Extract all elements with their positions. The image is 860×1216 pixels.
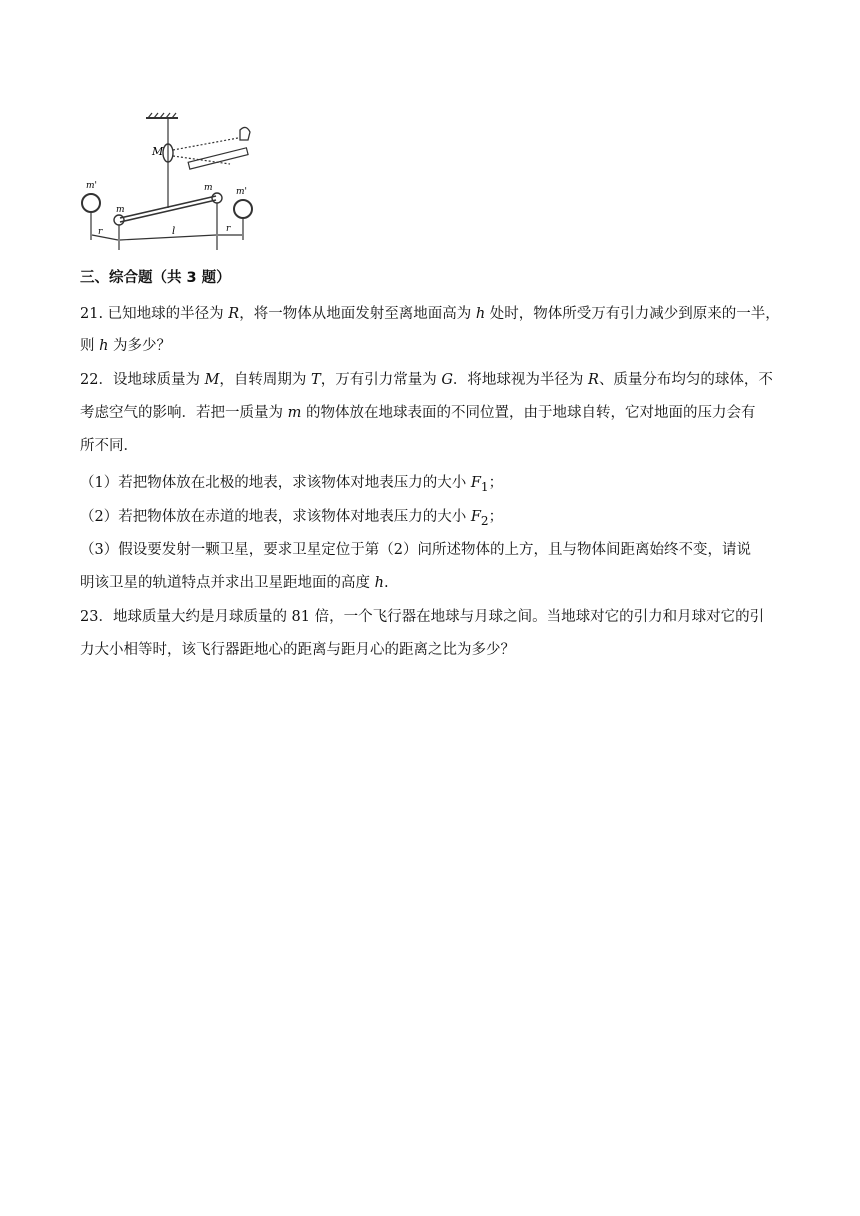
q21-line-2: 则 h 为多少？	[80, 338, 172, 354]
q22-part-3-line-2: 明该卫星的轨道特点并求出卫星距地面的高度 h.	[80, 575, 389, 591]
q22-line-1: 22．设地球质量为 M，自转周期为 T，万有引力常量为 G．将地球视为半径为 R、质量分布均匀的球体，不	[80, 372, 773, 388]
q22-part-2: （2）若把物体放在赤道的地表，求该物体对地表压力的大小 $F_2$；	[80, 509, 504, 528]
q23-line-2: 力大小相等时，该飞行器距地心的距离与距月心的距离之比为多少？	[80, 642, 515, 658]
q22-part-1: （1）若把物体放在北极的地表，求该物体对地表压力的大小 $F_1$；	[80, 475, 504, 494]
q22-line-2: 考虑空气的影响．若把一质量为 m 的物体放在地球表面的不同位置，由于地球自转，它对地面的压力会有	[80, 405, 756, 421]
label-M: M	[152, 145, 164, 158]
label-mprime-left: m'	[86, 181, 98, 191]
label-r-right: r	[226, 224, 231, 234]
label-l: l	[172, 226, 176, 237]
section-heading: 三、综合题（共 3 题）	[80, 270, 231, 286]
q22-part-3-line-1: （3）假设要发射一颗卫星，要求卫星定位于第（2）问所述物体的上方，且与物体间距离始终不变，请说	[80, 542, 751, 558]
label-m-right: m	[204, 183, 213, 193]
label-m-left: m	[116, 205, 125, 215]
q22-line-3: 所不同．	[80, 438, 138, 454]
label-mprime-right: m'	[236, 187, 248, 197]
q23-line-1: 23．地球质量大约是月球质量的 81 倍，一个飞行器在地球与月球之间。当地球对它的引力和月球对它的引	[80, 609, 765, 625]
torsion-balance-figure	[80, 100, 272, 260]
q21-line-1: 21. 已知地球的半径为 R，将一物体从地面发射至离地面高为 h 处时，物体所受万有引力减少到原来的一半，	[80, 306, 780, 322]
label-r-left: r	[98, 227, 103, 237]
